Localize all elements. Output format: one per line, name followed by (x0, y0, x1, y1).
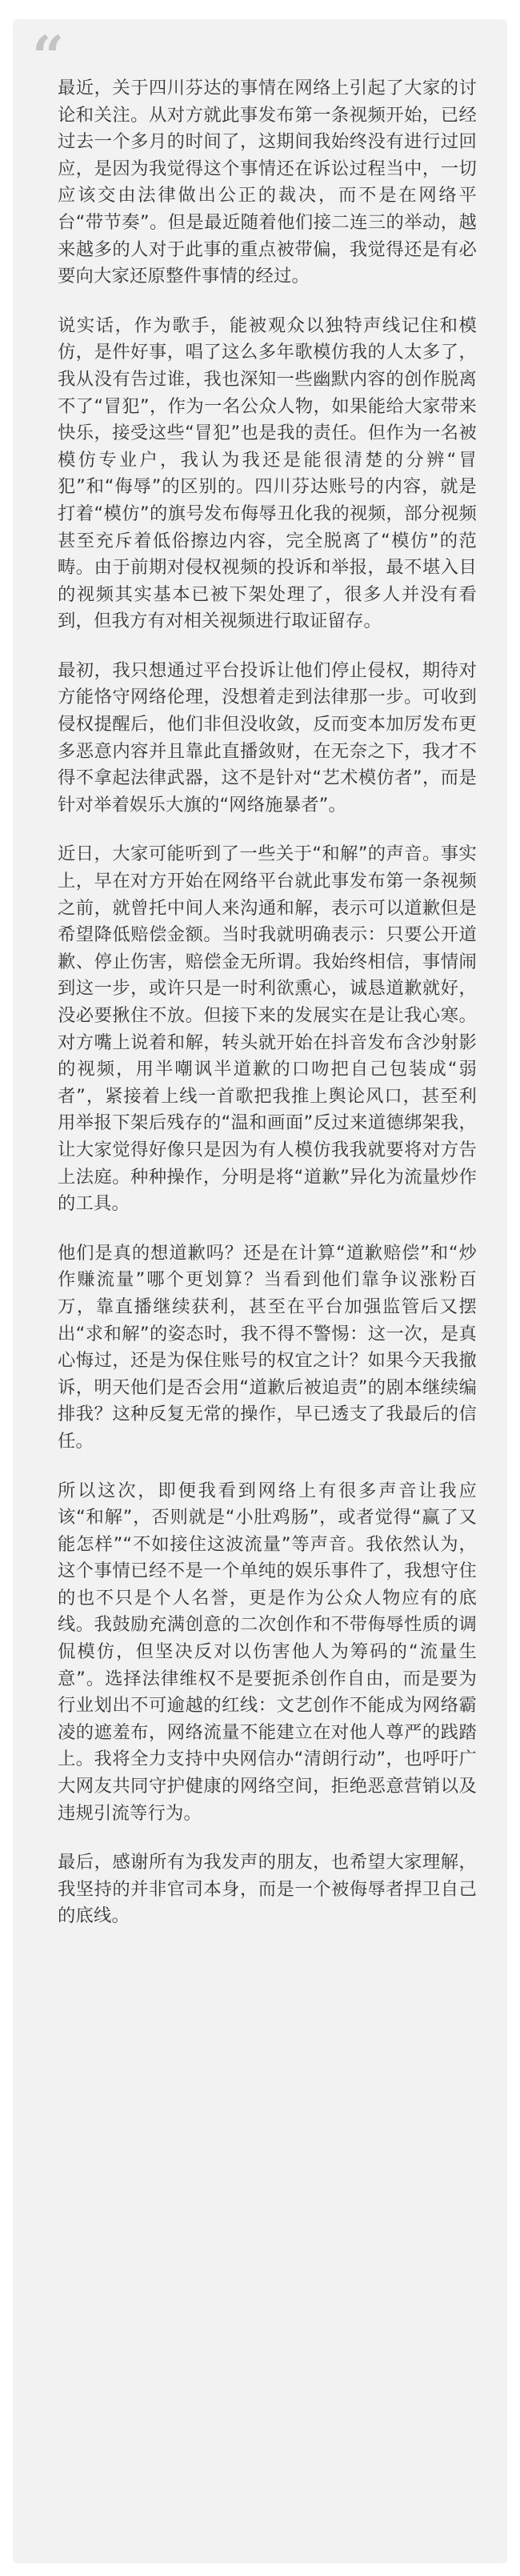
statement-paragraph-4: 近日，大家可能听到了一些关于“和解”的声音。事实上，早在对方开始在网络平台就此事发布第一条视频之前，就曾托中间人来沟通和解，表示可以道歉但是希望降低赔偿金额。当时我就明确表示：只要公开道歉、停止伤害，赔偿金无所谓。我始终相信，事情闹到这一步，或许只是一时利欲熏心，诚恳道歉就好，没必要揪住不放。但接下来的发展实在是让我心寒。对方嘴上说着和解，转头就开始在抖音发布含沙射影的视频，用半嘲讽半道歉的口吻把自己包装成“弱者”，紧接着上线一首歌把我推上舆论风口，甚至利用举报下架后残存的“温和画面”反过来道德绑架我，让大家觉得好像只是因为有人模仿我我就要将对方告上法庭。种种操作，分明是将“道歉”异化为流量炒作的工具。 (58, 843, 477, 1215)
quote-icon: “ (32, 23, 65, 90)
statement-paragraph-2: 说实话，作为歌手，能被观众以独特声线记住和模仿，是件好事，唱了这么多年歌模仿我的人太多了，我从没有告过谁，我也深知一些幽默内容的创作脱离不了“冒犯”，作为一名公众人物，如果能给大家带来快乐，接受这些“冒犯”也是我的责任。但作为一名被模仿专业户，我认为我还是能很清楚的分辨“冒犯”和“侮辱”的区别的。四川芬达账号的内容，就是打着“模仿”的旗号发布侮辱丑化我的视频，部分视频甚至充斥着低俗擦边内容，完全脱离了“模仿”的范畴。由于前期对侵权视频的投诉和举报，最不堪入目的视频其实基本已被下架处理了，很多人并没有看到，但我方有对相关视频进行取证留存。 (58, 314, 477, 632)
statement-paragraph-6: 所以这次，即便我看到网络上有很多声音让我应该“和解”，否则就是“小肚鸡肠”，或者觉得“赢了又能怎样”“不如接住这波流量”等声音。我依然认为，这个事情已经不是一个单纯的娱乐事件了，我想守住的也不只是个人名誉，更是作为公众人物应有的底线。我鼓励充满创意的二次创作和不带侮辱性质的调侃模仿，但坚决反对以伤害他人为筹码的“流量生意”。选择法律维权不是要扼杀创作自由，而是要为行业划出不可逾越的红线：文艺创作不能成为网络霸凌的遮羞布，网络流量不能建立在对他人尊严的践踏上。我将全力支持中央网信办“清朗行动”，也呼吁广大网友共同守护健康的网络空间，拒绝恶意营销以及违规引流等行为。 (58, 1480, 477, 1824)
statement-paragraph-7: 最后，感谢所有为我发声的朋友，也希望大家理解，我坚持的并非官司本身，而是一个被侮辱者捍卫自己的底线。 (58, 1852, 477, 1927)
statement-paragraph-5: 他们是真的想道歉吗？还是在计算“道歉赔偿”和“炒作赚流量”哪个更划算？当看到他们靠争议涨粉百万，靠直播继续获利，甚至在平台加强监管后又摆出“求和解”的姿态时，我不得不警惕：这一次，是真心悔过，还是为保住账号的权宜之计？如果今天我撤诉，明天他们是否会用“道歉后被追责”的剧本继续编排我？这种反复无常的操作，早已透支了我最后的信任。 (58, 1242, 477, 1452)
statement-paragraph-1: 最近，关于四川芬达的事情在网络上引起了大家的讨论和关注。从对方就此事发布第一条视频开始，已经过去一个多月的时间了，这期间我始终没有进行过回应，是因为我觉得这个事情还在诉讼过程当中，一切应该交由法律做出公正的裁决，而不是在网络平台“带节奏”。但是最近随着他们接二连三的举动，越来越多的人对于此事的重点被带偏，我觉得还是有必要向大家还原整件事情的经过。 (58, 78, 477, 287)
statement-card (13, 19, 507, 2563)
statement-paragraph-3: 最初，我只想通过平台投诉让他们停止侵权，期待对方能恪守网络伦理，没想着走到法律那一步。可收到侵权提醒后，他们非但没收敛，反而变本加厉发布更多恶意内容并且靠此直播敛财，在无奈之下，我才不得不拿起法律武器，这不是针对“艺术模仿者”，而是针对举着娱乐大旗的“网络施暴者”。 (58, 659, 477, 815)
